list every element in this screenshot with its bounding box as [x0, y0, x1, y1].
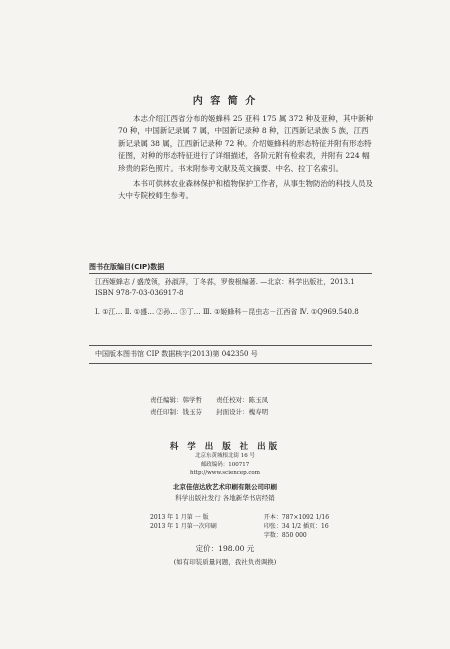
price: 定价：198.00 元 — [195, 544, 255, 553]
summary-text — [118, 113, 376, 203]
sheet-count: 印张：34 1/2 插页：16 — [263, 523, 329, 530]
cip-isbn: ISBN 978-7-03-036917-8 — [95, 289, 184, 297]
publisher-postcode: 邮政编码：100717 — [200, 461, 250, 468]
printer-name: 北京佳信达欣艺术印刷有限公司印刷 — [173, 482, 277, 491]
print-date: 2013 年 1 月第一次印刷 — [150, 523, 217, 530]
word-count: 字数：850 000 — [263, 532, 307, 539]
cip-record: 中国版本图书馆 CIP 数据核字(2013)第 042350 号 — [95, 350, 258, 358]
cip-bottom-rule — [89, 363, 372, 364]
publisher-block — [0, 440, 450, 504]
cip-record-block — [89, 349, 372, 360]
edition-info — [150, 513, 329, 540]
proofreader-credit: 责任校对：陈玉凤 — [216, 396, 269, 404]
publisher-name: 科 学 出 版 社 出版 — [169, 442, 281, 452]
edition-date: 2013 年 1 月第 一 版 — [150, 514, 209, 521]
cip-middle-rule — [89, 345, 372, 346]
cip-classification: Ⅰ. ①江… Ⅱ. ①盛… ②孙… ③丁… Ⅲ. ①姬蜂科－昆虫志－江西省 Ⅳ. ①Q969.540.8 — [95, 308, 359, 316]
summary-paragraph-1: 本志介绍江西省分布的姬蜂科 25 亚科 175 属 372 种及亚种，其中新种 70 种，中国新记录属 7 属，中国新记录种 8 种，江西新记录族 5 族，江西新记录属 38 属，江西新记录种 72 种。介绍姬蜂科的形态特征并附有形态特征图，对种的形态特征进行了详细描述，各阶元附有检索表，并附有 224 幅珍贵的彩色照片。书末附参考文献及英文摘要、中名、拉丁名索引。 — [118, 114, 373, 173]
cover-design-credit: 封面设计：槐寿明 — [216, 408, 269, 416]
print-supervisor-credit: 责任印制：钱玉芬 — [150, 408, 202, 416]
cip-entry: 江西姬蜂志 / 盛茂领，孙淑萍，丁冬荪，罗俊根编著. —北京：科学出版社，2013.1 — [95, 278, 355, 286]
distribution-info: 科学出版社发行 各地新华书店经销 — [175, 493, 275, 502]
publisher-website: http://www.sciencep.com — [190, 470, 260, 476]
quality-note: (如有印装质量问题，我社负责调换) — [173, 558, 277, 566]
cip-heading: 图书在版编目(CIP)数据 — [89, 263, 165, 271]
staff-credits — [150, 394, 280, 418]
summary-heading: 内 容 简 介 — [192, 96, 258, 107]
publisher-address: 北京东黄城根北街 16 号 — [195, 453, 255, 459]
cip-top-rule — [89, 273, 372, 274]
book-format: 开本：787×1092 1/16 — [263, 514, 330, 521]
cip-block — [89, 277, 372, 318]
summary-paragraph-2: 本书可供林农业森林保护和植物保护工作者，从事生物防治的科技人员及大中专院校师生参考。 — [118, 179, 373, 201]
editor-credit: 责任编辑：韩学哲 — [150, 396, 202, 404]
